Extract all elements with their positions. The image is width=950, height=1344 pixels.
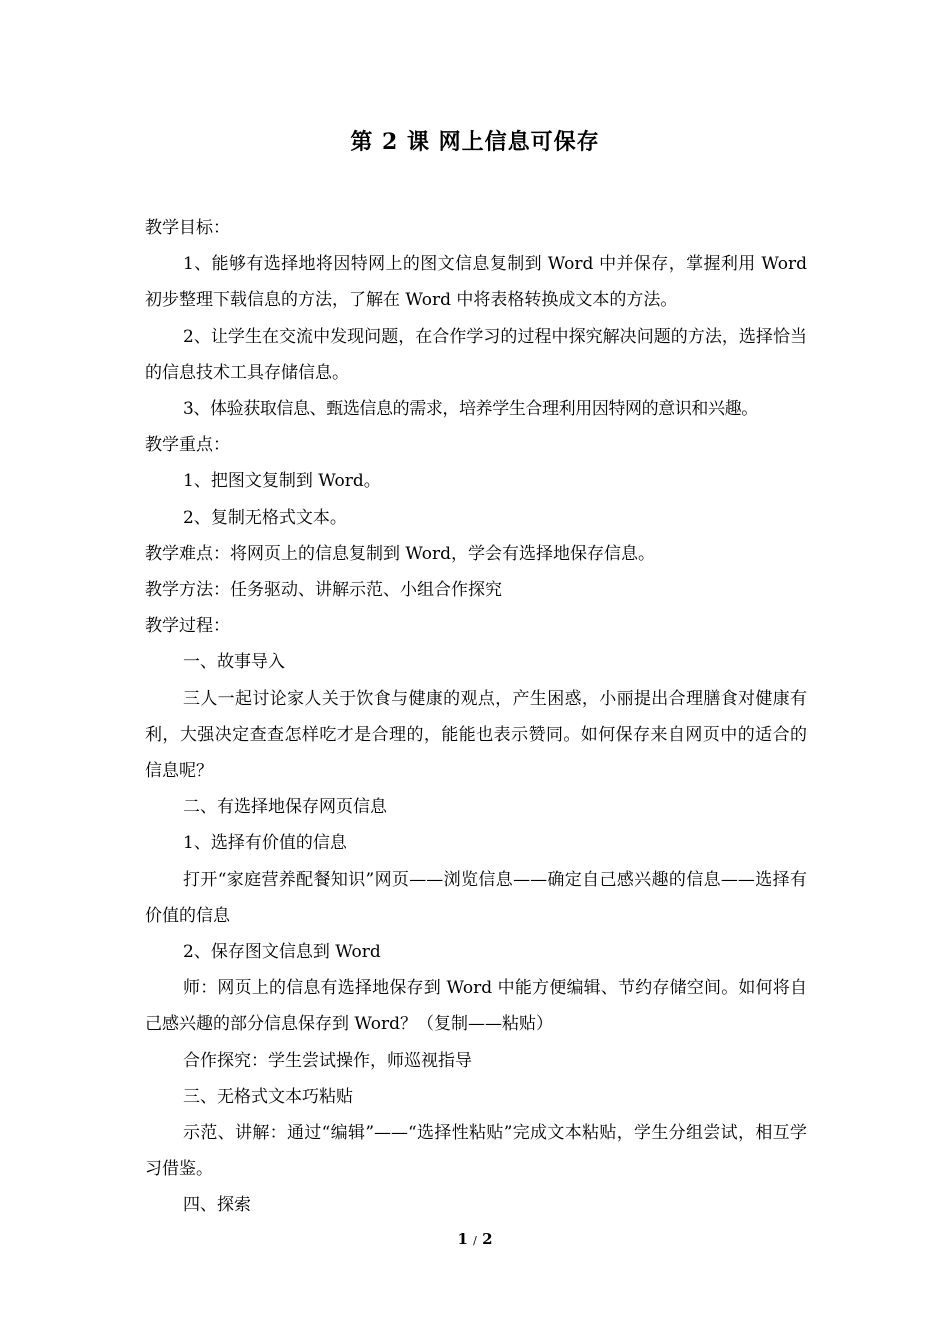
paragraph: 2、让学生在交流中发现问题，在合作学习的过程中探究解决问题的方法，选择恰当的信息技术工具存储信息。	[145, 326, 807, 383]
paragraph: 教学重点：	[145, 435, 230, 456]
paragraph: 打开“家庭营养配餐知识”网页——浏览信息——确定自己感兴趣的信息——选择有价值的信息	[145, 869, 807, 926]
paragraph: 示范、讲解：通过“编辑”——“选择性粘贴”完成文本粘贴，学生分组尝试，相互学习借鉴。	[145, 1123, 807, 1180]
paragraph: 四、探索	[183, 1195, 251, 1216]
paragraph: 教学方法：任务驱动、讲解示范、小组合作探究	[145, 580, 502, 601]
paragraph: 合作探究：学生尝试操作，师巡视指导	[183, 1050, 472, 1071]
page-number	[0, 1224, 950, 1256]
current-page: 1	[457, 1230, 468, 1248]
paragraph: 师：网页上的信息有选择地保存到 Word 中能方便编辑、节约存储空间。如何将自己感兴趣的部分信息保存到 Word？（复制——粘贴）	[145, 978, 807, 1035]
paragraph: 1、能够有选择地将因特网上的图文信息复制到 Word 中并保存，掌握利用 Word 初步整理下载信息的方法，了解在 Word 中将表格转换成文本的方法。	[145, 254, 807, 311]
paragraph: 1、选择有价值的信息	[183, 833, 347, 854]
paragraph: 教学目标：	[145, 218, 230, 238]
paragraph: 三、无格式文本巧粘贴	[183, 1086, 353, 1107]
paragraph: 二、有选择地保存网页信息	[183, 797, 387, 818]
page-title: 第 2 课 网上信息可保存	[350, 129, 600, 155]
paragraph: 3、体验获取信息、甄选信息的需求，培养学生合理利用因特网的意识和兴趣。	[183, 399, 758, 420]
paragraph: 1、把图文复制到 Word。	[183, 471, 381, 492]
total-pages: 2	[482, 1230, 493, 1248]
paragraph: 一、故事导入	[183, 652, 285, 673]
paragraph: 2、复制无格式文本。	[183, 507, 347, 528]
paragraph: 三人一起讨论家人关于饮食与健康的观点，产生困惑，小丽提出合理膳食对健康有利，大强决定查查怎样吃才是合理的，能能也表示赞同。如何保存来自网页中的适合的信息呢？	[145, 688, 807, 782]
paragraph: 2、保存图文信息到 Word	[183, 942, 381, 963]
paragraph: 教学过程：	[145, 616, 230, 637]
page-separator: /	[473, 1234, 477, 1247]
paragraph: 教学难点：将网页上的信息复制到 Word，学会有选择地保存信息。	[145, 543, 655, 564]
document-body	[145, 210, 807, 1224]
